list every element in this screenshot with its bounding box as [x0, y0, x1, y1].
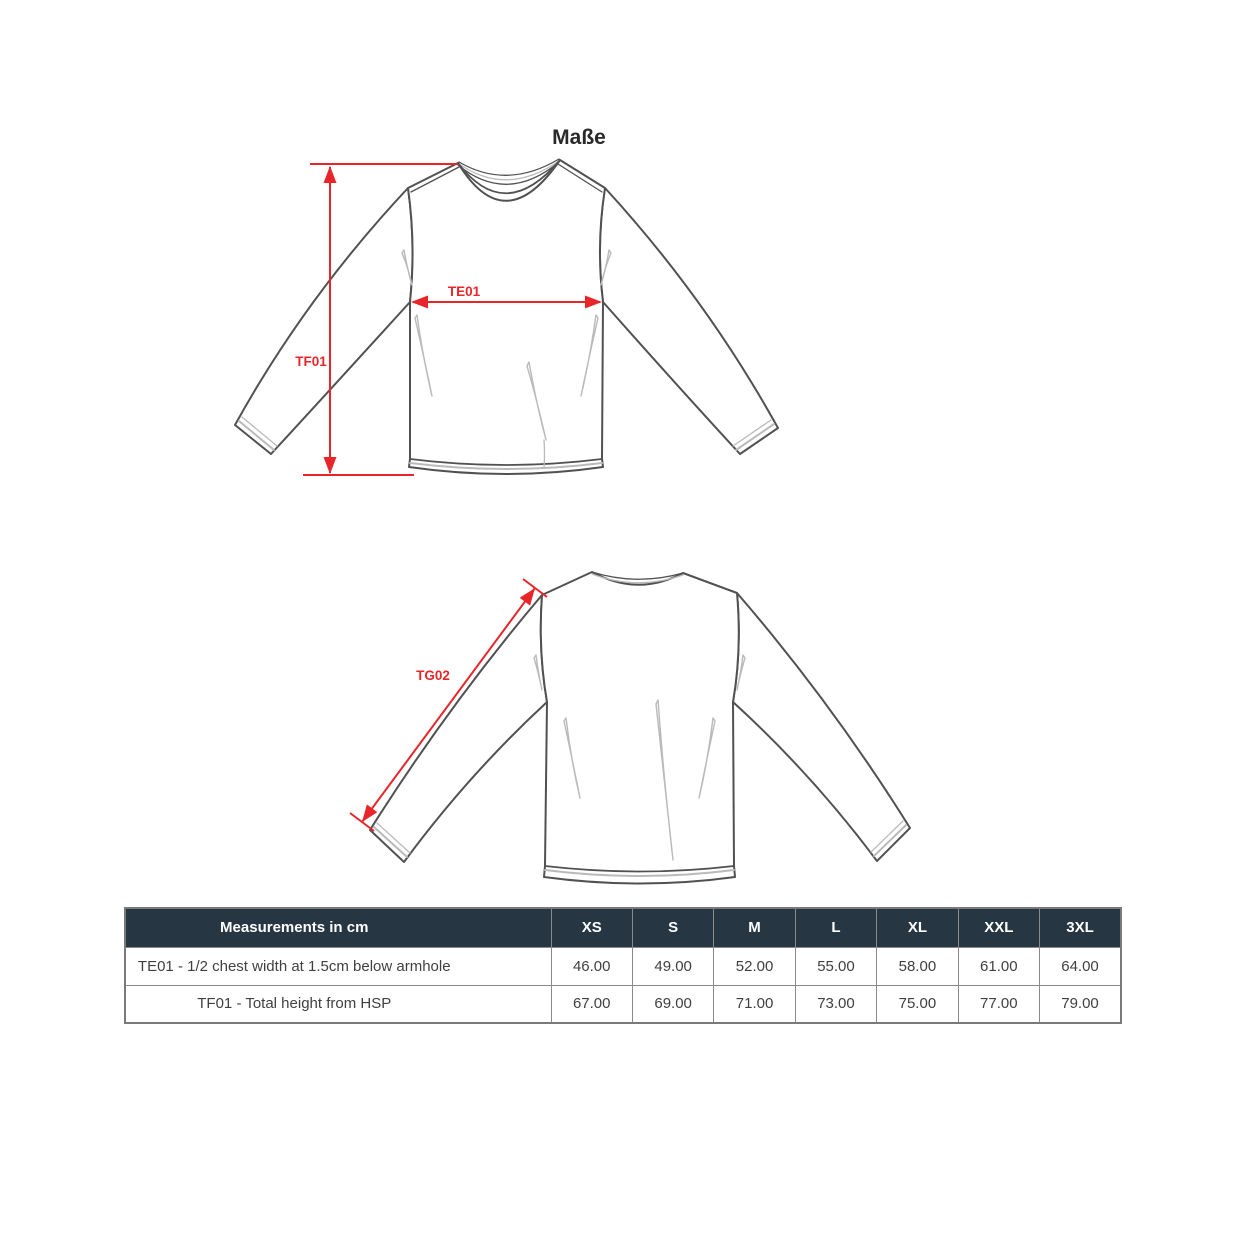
dimension-label-tg02: TG02	[416, 668, 450, 683]
value-cell: 69.00	[632, 985, 713, 1023]
table-header-row	[125, 908, 1121, 947]
table-header-size-xxl: XXL	[958, 908, 1039, 947]
table-header-size-s: S	[632, 908, 713, 947]
measurement-label-te01: TE01 - 1/2 chest width at 1.5cm below armhole	[125, 947, 551, 985]
value-cell: 67.00	[551, 985, 632, 1023]
dimension-label-te01: TE01	[447, 284, 481, 299]
value-cell: 64.00	[1040, 947, 1121, 985]
dimension-label-tf01: TF01	[295, 354, 327, 369]
table-row	[125, 985, 1121, 1023]
table-header-size-l: L	[795, 908, 876, 947]
value-cell: 77.00	[958, 985, 1039, 1023]
table-row	[125, 947, 1121, 985]
table-header-size-xs: XS	[551, 908, 632, 947]
value-cell: 73.00	[795, 985, 876, 1023]
table-header-measurements: Measurements in cm	[125, 908, 551, 947]
table-header-size-m: M	[714, 908, 795, 947]
back-body	[541, 572, 739, 884]
front-left-sleeve	[235, 188, 413, 454]
value-cell: 52.00	[714, 947, 795, 985]
back-right-sleeve	[733, 593, 910, 861]
value-cell: 79.00	[1040, 985, 1121, 1023]
value-cell: 46.00	[551, 947, 632, 985]
value-cell: 75.00	[877, 985, 958, 1023]
value-cell: 49.00	[632, 947, 713, 985]
value-cell: 61.00	[958, 947, 1039, 985]
back-view-drawing	[350, 572, 910, 884]
table-header-size-3xl: 3XL	[1040, 908, 1121, 947]
front-body	[408, 160, 605, 474]
value-cell: 55.00	[795, 947, 876, 985]
measurement-label-tf01: TF01 - Total height from HSP	[125, 985, 551, 1023]
back-left-sleeve	[370, 595, 547, 862]
page-title: Maße	[552, 126, 606, 149]
front-right-sleeve	[600, 188, 778, 454]
size-table	[124, 907, 1122, 1024]
table-header-size-xl: XL	[877, 908, 958, 947]
front-view-drawing	[235, 159, 778, 475]
value-cell: 58.00	[877, 947, 958, 985]
value-cell: 71.00	[714, 985, 795, 1023]
